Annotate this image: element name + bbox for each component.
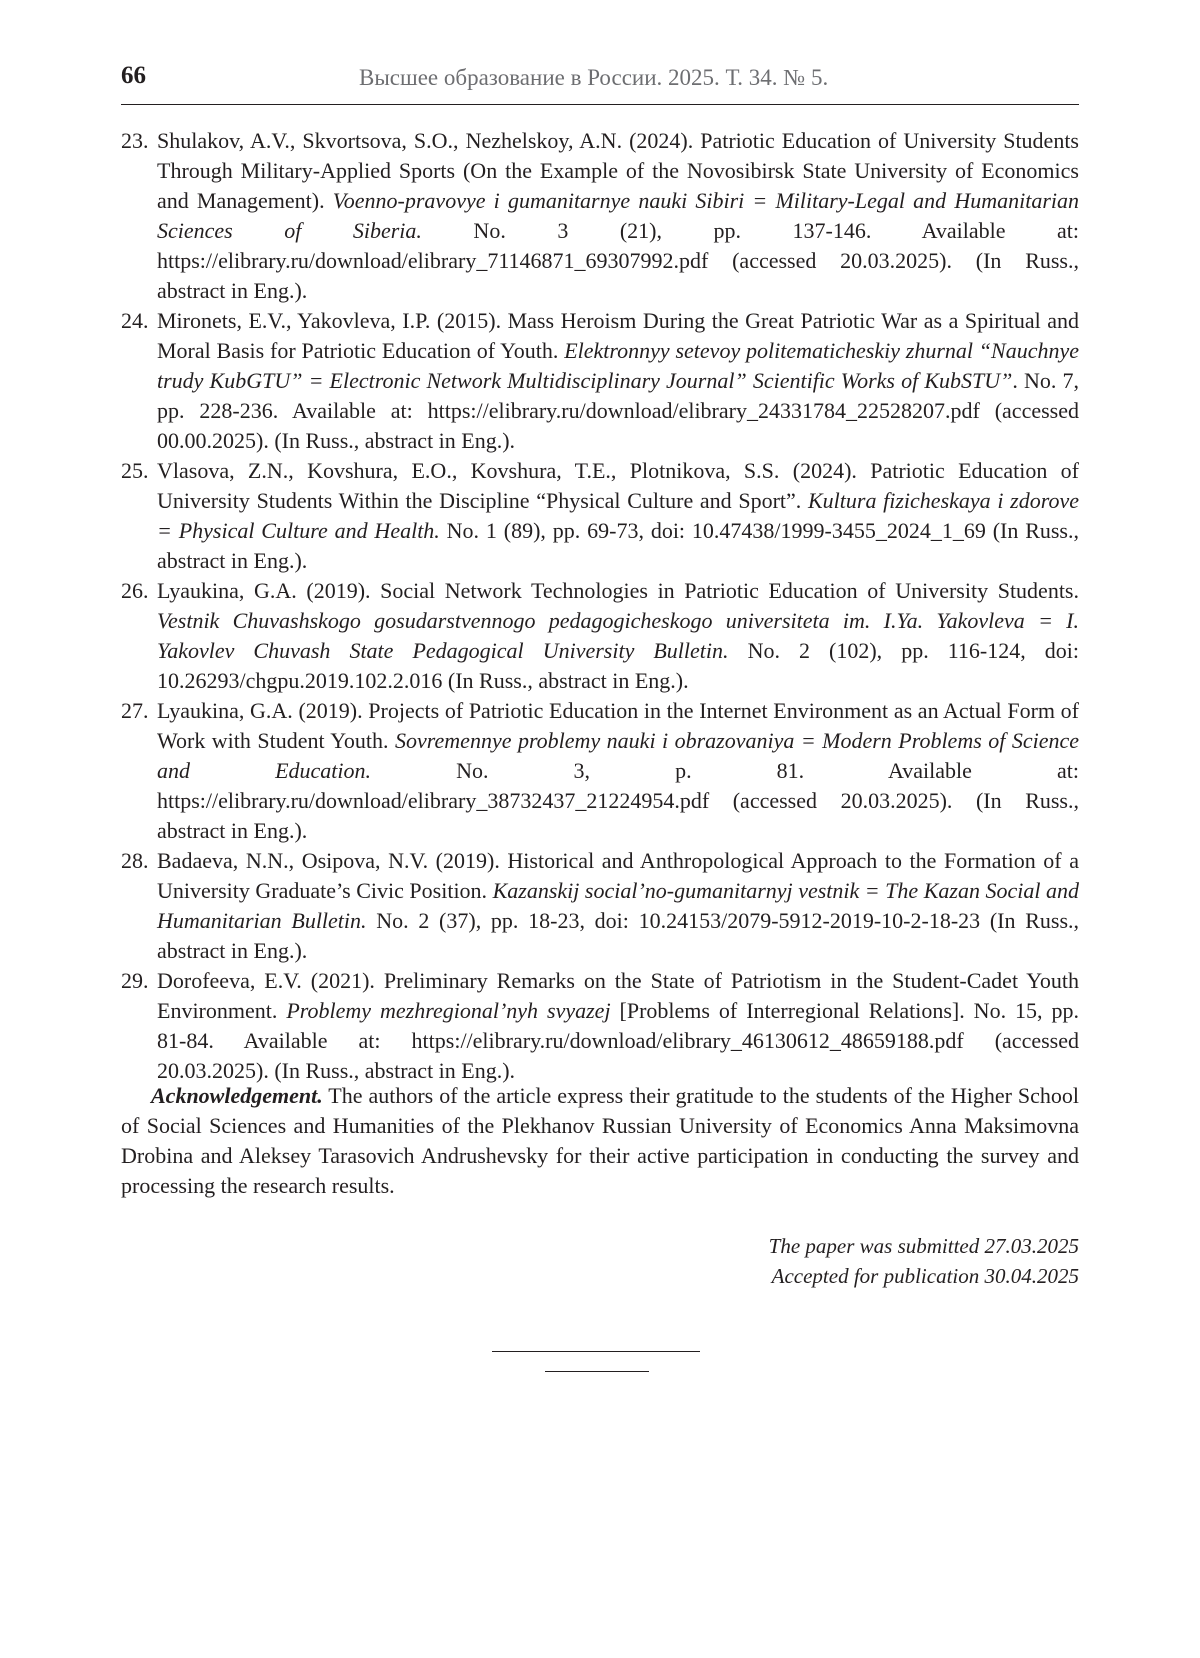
reference-number: 25. (121, 458, 149, 483)
reference-details: No. 2 (102), pp. 116-124, doi: 10.26293/chgpu.2019.102.2.016 (In Russ., abstract in Eng.). (157, 638, 1079, 693)
reference-source: Kazanskij social’no-gumanitarnyj vestnik = The Kazan Social and Humanitarian Bulletin. (157, 878, 1079, 933)
reference-number: 28. (121, 848, 149, 873)
acknowledgement-text: The authors of the article express their gratitude to the students of the Higher School of Social Sciences and Humanities of the Plekhanov Russian University of Economics Anna Maksimovna Drobina and Aleksey Tarasovich Andrushevsky for their active participation in conducting the survey and processing the research results. (121, 1083, 1079, 1198)
reference-text: Lyaukina, G.A. (2019). Social Network Technologies in Patriotic Education of University Students. (157, 578, 1079, 603)
reference-item (121, 966, 1079, 1086)
reference-item (121, 846, 1079, 966)
reference-item (121, 696, 1079, 846)
reference-item (121, 126, 1079, 306)
reference-details: [Problems of Interregional Relations]. No. 15, pp. 81-84. Available at: https://elibrary.ru/download/elibrary_46130612_48659188.pdf (accessed 20.03.2025). (In Russ., abstract in Eng.). (157, 998, 1080, 1083)
reference-details: No. 3, p. 81. Available at: https://elibrary.ru/download/elibrary_38732437_21224954.pdf (accessed 20.03.2025). (In Russ., abstract in Eng.). (157, 758, 1079, 843)
reference-item (121, 456, 1079, 576)
reference-number: 26. (121, 578, 149, 603)
reference-number: 24. (121, 308, 149, 333)
acknowledgement-lead: Acknowledgement. (151, 1083, 323, 1108)
reference-source: Kultura fizicheskaya i zdorove = Physical Culture and Health. (157, 488, 1079, 543)
reference-details: No. 2 (37), pp. 18-23, doi: 10.24153/2079-5912-2019-10-2-18-23 (In Russ., abstract in Eng.). (157, 908, 1080, 963)
reference-text: Vlasova, Z.N., Kovshura, E.O., Kovshura, T.E., Plotnikova, S.S. (2024). Patriotic Education of University Students Within the Discipline “Physical Culture and Sport”. (157, 458, 1079, 513)
reference-source: Elektronnyy setevoy politematicheskiy zhurnal “Nauchnye trudy KubGTU” = Electronic Network Multidisciplinary Journal” Scientific Works of KubSTU” (157, 338, 1079, 393)
accepted-date: Accepted for publication 30.04.2025 (771, 1264, 1079, 1288)
submitted-date: The paper was submitted 27.03.2025 (768, 1234, 1079, 1258)
running-title: Высшее образование в России. 2025. Т. 34. № 5. (359, 65, 829, 90)
reference-number: 23. (121, 128, 149, 153)
journal-page (121, 0, 1079, 1658)
reference-number: 27. (121, 698, 149, 723)
reference-details: No. 1 (89), pp. 69-73, doi: 10.47438/1999-3455_2024_1_69 (In Russ., abstract in Eng.). (157, 518, 1079, 573)
acknowledgement (121, 1081, 1079, 1201)
page-number: 66 (121, 62, 146, 89)
reference-item (121, 306, 1079, 456)
reference-source: Voenno-pravovye i gumanitarnye nauki Sibiri = Military-Legal and Humanitarian Sciences of Siberia. (157, 188, 1079, 243)
reference-source: Vestnik Chuvashskogo gosudarstvennogo pedagogicheskogo universiteta im. I.Ya. Yakovleva = I. Yakovlev Chuvash State Pedagogical University Bulletin. (157, 608, 1079, 663)
page-header (121, 58, 1079, 105)
end-rule-short (545, 1371, 649, 1372)
reference-text: Lyaukina, G.A. (2019). Projects of Patriotic Education in the Internet Environment as an Actual Form of Work with Student Youth. (157, 698, 1079, 753)
reference-item (121, 576, 1079, 696)
reference-source: Sovremennye problemy nauki i obrazovaniya = Modern Problems of Science and Education. (157, 728, 1079, 783)
reference-number: 29. (121, 968, 149, 993)
reference-details: . No. 7, pp. 228-236. Available at: https://elibrary.ru/download/elibrary_24331784_22528207.pdf (accessed 00.00.2025). (In Russ., abstract in Eng.). (157, 368, 1079, 453)
submission-dates (769, 1231, 1079, 1291)
reference-text: Badaeva, N.N., Osipova, N.V. (2019). Historical and Anthropological Approach to the Formation of a University Graduate’s Civic Position. (157, 848, 1079, 903)
reference-list (121, 126, 1079, 1086)
reference-text: Mironets, E.V., Yakovleva, I.P. (2015). Mass Heroism During the Great Patriotic War as a Spiritual and Moral Basis for Patriotic Education of Youth. (157, 308, 1079, 363)
reference-details: No. 3 (21), pp. 137-146. Available at: https://elibrary.ru/download/elibrary_71146871_69307992.pdf (accessed 20.03.2025). (In Russ., abstract in Eng.). (157, 218, 1079, 303)
reference-source: Problemy mezhregional’nyh svyazej (286, 998, 611, 1023)
reference-text: Shulakov, A.V., Skvortsova, S.O., Nezhelskoy, A.N. (2024). Patriotic Education of University Students Through Military-Applied Sports (On the Example of the Novosibirsk State University of Economics and Management). (157, 128, 1079, 213)
end-rule-long (492, 1351, 700, 1352)
reference-text: Dorofeeva, E.V. (2021). Preliminary Remarks on the State of Patriotism in the Student-Cadet Youth Environment. (157, 968, 1079, 1023)
